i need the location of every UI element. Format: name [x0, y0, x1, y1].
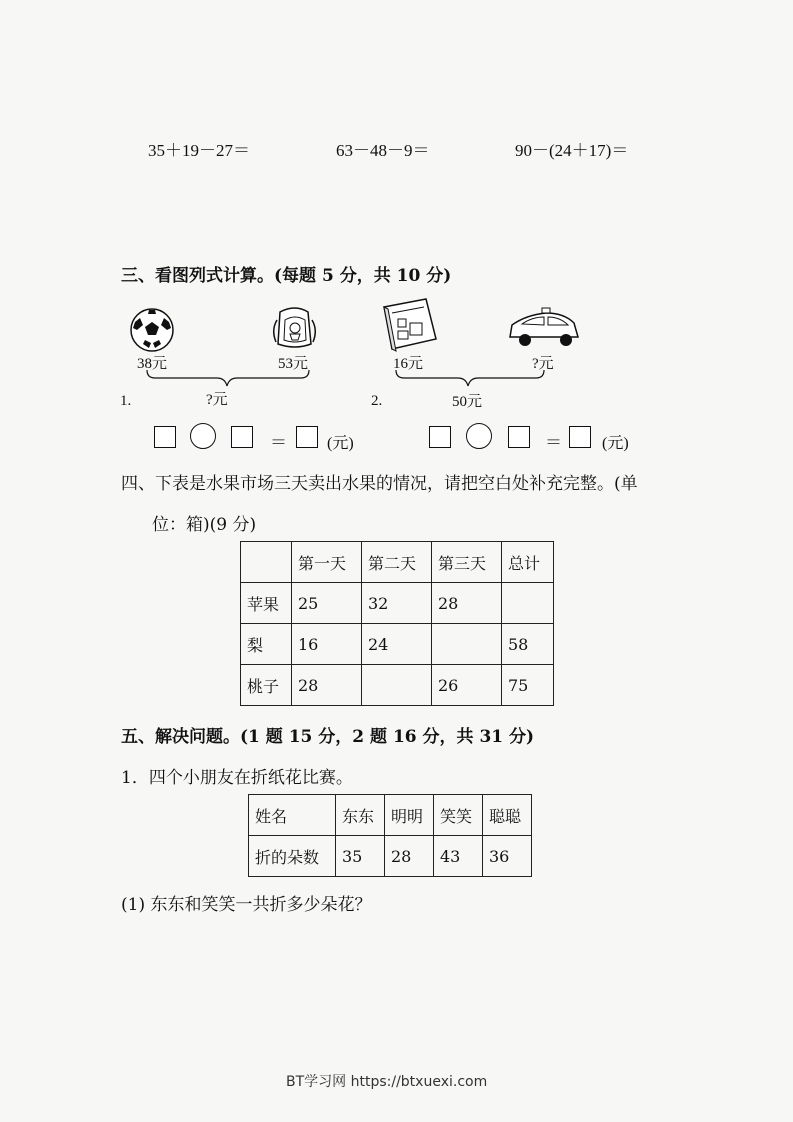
p1-right-price: 53元 — [278, 356, 309, 372]
section-4-title — [121, 469, 638, 494]
p1-answer-box-2[interactable] — [231, 426, 253, 448]
table-row — [249, 836, 532, 877]
table-cell — [241, 542, 292, 583]
toy-car-icon — [510, 308, 578, 346]
section-4-title-line2: 位：箱)(9 分) — [152, 515, 257, 535]
table-cell: 16 — [292, 624, 362, 665]
backpack-icon — [274, 308, 316, 347]
section-3-title: 三、看图列式计算。(每题 5 分，共 10 分) — [121, 266, 452, 286]
table-cell: 苹果 — [241, 583, 292, 624]
table-cell: 32 — [362, 583, 432, 624]
p1-number: 1. — [120, 393, 132, 409]
expression-2: 63－48－9＝ — [336, 141, 430, 160]
sub-question-1: (1) 东东和笑笑一共折多少朵花？ — [121, 895, 372, 915]
table-cell: 明明 — [385, 795, 434, 836]
table-cell: 35 — [336, 836, 385, 877]
table-cell: 28 — [292, 665, 362, 706]
p1-operator-circle[interactable] — [190, 423, 216, 449]
p1-answer-box-1[interactable] — [154, 426, 176, 448]
table-cell-blank[interactable] — [362, 665, 432, 706]
table-cell: 第三天 — [432, 542, 502, 583]
question-1-text: 1．四个小朋友在折纸花比赛。 — [121, 768, 353, 788]
table-row — [241, 624, 554, 665]
table-cell: 梨 — [241, 624, 292, 665]
p2-answer-box-1[interactable] — [429, 426, 451, 448]
p2-operator-circle[interactable] — [466, 423, 492, 449]
book-icon — [384, 299, 436, 351]
table-cell: 折的朵数 — [249, 836, 336, 877]
table-cell-blank[interactable] — [502, 583, 554, 624]
footer-watermark[interactable]: BT学习网 https://btxuexi.com — [286, 1074, 488, 1090]
p2-answer-box-result[interactable] — [569, 426, 591, 448]
section-5-title: 五、解决问题。(1 题 15 分，2 题 16 分，共 31 分) — [121, 727, 535, 747]
section-4-heading: 四、下表是水果市场三天卖出水果的情况，请把空白处补充完整。(单 — [121, 474, 638, 494]
table-cell: 姓名 — [249, 795, 336, 836]
table-cell: 75 — [502, 665, 554, 706]
table-cell: 28 — [432, 583, 502, 624]
p2-answer-box-2[interactable] — [508, 426, 530, 448]
table-row — [241, 542, 554, 583]
table-cell: 第二天 — [362, 542, 432, 583]
table-row — [249, 795, 532, 836]
table-cell: 58 — [502, 624, 554, 665]
p1-total: ?元 — [206, 392, 228, 408]
p1-answer-box-result[interactable] — [296, 426, 318, 448]
expression-1: 35＋19－27＝ — [148, 141, 250, 160]
p2-number: 2. — [371, 393, 383, 409]
table-cell: 43 — [434, 836, 483, 877]
paper-flower-table — [248, 794, 532, 877]
p1-equals-sign: ＝ — [270, 433, 287, 452]
table-cell: 第一天 — [292, 542, 362, 583]
table-cell: 36 — [483, 836, 532, 877]
p1-unit: (元) — [327, 435, 354, 452]
p2-total: 50元 — [452, 394, 483, 410]
table-cell: 东东 — [336, 795, 385, 836]
table-cell-blank[interactable] — [432, 624, 502, 665]
p2-unit: (元) — [602, 435, 629, 452]
table-cell: 桃子 — [241, 665, 292, 706]
p2-left-price: 16元 — [393, 356, 424, 372]
table-row — [241, 665, 554, 706]
table-cell: 28 — [385, 836, 434, 877]
table-cell: 总计 — [502, 542, 554, 583]
soccer-ball-icon — [131, 309, 173, 351]
p2-right-price: ?元 — [532, 356, 554, 372]
table-cell: 聪聪 — [483, 795, 532, 836]
expression-3: 90－(24＋17)＝ — [515, 141, 629, 160]
table-cell: 24 — [362, 624, 432, 665]
problem-2-illustration — [378, 293, 598, 408]
p1-left-price: 38元 — [137, 356, 168, 372]
table-cell: 26 — [432, 665, 502, 706]
table-cell: 25 — [292, 583, 362, 624]
p2-equals-sign: ＝ — [545, 433, 562, 452]
table-cell: 笑笑 — [434, 795, 483, 836]
table-row — [241, 583, 554, 624]
fruit-sales-table — [240, 541, 554, 706]
